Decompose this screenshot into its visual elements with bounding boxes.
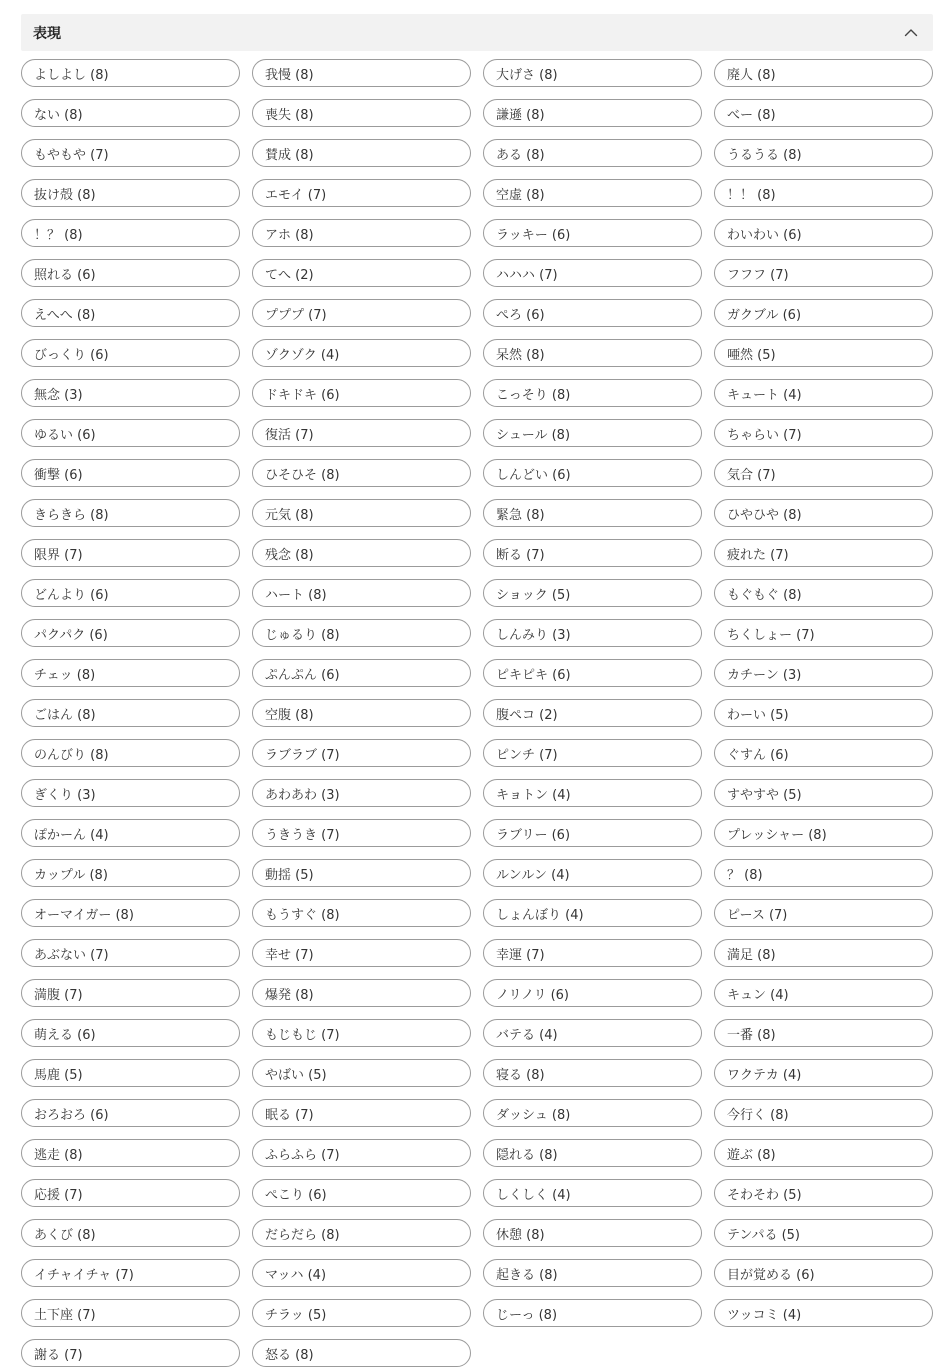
tag-chip[interactable] <box>714 59 933 87</box>
tag-chip[interactable] <box>252 1099 471 1127</box>
tag-chip[interactable] <box>21 539 240 567</box>
tag-chip-label: 眠る (7) <box>265 1107 314 1123</box>
tag-chip[interactable] <box>252 579 471 607</box>
tag-chip[interactable] <box>21 59 240 87</box>
tag-chip[interactable] <box>483 379 702 407</box>
tag-chip-label: 喪失 (8) <box>265 107 314 123</box>
tag-chip[interactable] <box>21 299 240 327</box>
tag-chip-label: ？ (8) <box>727 867 763 883</box>
tag-chip[interactable] <box>483 819 702 847</box>
tag-chip[interactable] <box>483 99 702 127</box>
tag-chip[interactable] <box>21 1139 240 1167</box>
tag-chip[interactable] <box>252 499 471 527</box>
tag-chip-label: ゆるい (6) <box>34 427 96 443</box>
tag-chip-label: あくび (8) <box>34 1227 96 1243</box>
tag-chip-label: 寝る (8) <box>496 1067 545 1083</box>
tag-chip[interactable] <box>21 979 240 1007</box>
tag-chip[interactable] <box>252 139 471 167</box>
tag-chip-label: うるうる (8) <box>727 147 802 163</box>
tag-chip[interactable] <box>483 619 702 647</box>
tag-chip-label: わいわい (6) <box>727 227 802 243</box>
tag-chip-label: カップル (8) <box>34 867 108 883</box>
tag-chip[interactable] <box>714 619 933 647</box>
tag-chip-label: 今行く (8) <box>727 1107 789 1123</box>
tag-chip-label: じゅるり (8) <box>265 627 340 643</box>
tag-chip-label: 一番 (8) <box>727 1027 776 1043</box>
tag-chip[interactable] <box>483 979 702 1007</box>
tag-chip-label: 応援 (7) <box>34 1187 83 1203</box>
tag-chip[interactable] <box>714 179 933 207</box>
tag-chip[interactable] <box>21 859 240 887</box>
tag-chip[interactable] <box>252 1299 471 1327</box>
tag-chip-label: 休憩 (8) <box>496 1227 545 1243</box>
tag-chip[interactable] <box>252 779 471 807</box>
tag-chip-label: ダッシュ (8) <box>496 1107 571 1123</box>
tag-chip-label: ちくしょー (7) <box>727 627 815 643</box>
tag-chip[interactable] <box>714 499 933 527</box>
tag-chip[interactable] <box>714 1099 933 1127</box>
tag-chip[interactable] <box>483 899 702 927</box>
tag-chip[interactable] <box>21 1099 240 1127</box>
tag-chip[interactable] <box>21 899 240 927</box>
tag-chip-label: もうすぐ (8) <box>265 907 340 923</box>
tag-chip[interactable] <box>21 1059 240 1087</box>
tag-chip[interactable] <box>483 499 702 527</box>
tag-chip[interactable] <box>714 739 933 767</box>
tag-chip-label: ふらふら (7) <box>265 1147 340 1163</box>
tag-chip-label: 廃人 (8) <box>727 67 776 83</box>
tag-chip[interactable] <box>714 699 933 727</box>
tag-chip-label: 満腹 (7) <box>34 987 83 1003</box>
tag-chip-label: マッハ (4) <box>265 1267 327 1283</box>
tag-chip[interactable] <box>483 259 702 287</box>
tag-chip[interactable] <box>21 1299 240 1327</box>
tag-chip-label: チェッ (8) <box>34 667 96 683</box>
tag-chip-label: 遊ぶ (8) <box>727 1147 776 1163</box>
tag-chip-label: だらだら (8) <box>265 1227 340 1243</box>
tag-chip-label: キュン (4) <box>727 987 789 1003</box>
tag-chip[interactable] <box>714 1139 933 1167</box>
tag-chip[interactable] <box>252 379 471 407</box>
tag-chip[interactable] <box>483 1299 702 1327</box>
tag-chip[interactable] <box>21 1019 240 1047</box>
tag-chip[interactable] <box>21 139 240 167</box>
tag-chip-label: えへへ (8) <box>34 307 96 323</box>
tag-chip-label: ある (8) <box>496 147 545 163</box>
tag-chip-label: ラブリー (6) <box>496 827 571 843</box>
tag-chip[interactable] <box>21 499 240 527</box>
tag-chip-label: 謝る (7) <box>34 1347 83 1363</box>
tag-chip[interactable] <box>714 1019 933 1047</box>
tag-chip-label: 照れる (6) <box>34 267 96 283</box>
tag-chip-label: 限界 (7) <box>34 547 83 563</box>
tag-chip[interactable] <box>483 659 702 687</box>
tag-chip[interactable] <box>483 339 702 367</box>
tag-chip-label: フフフ (7) <box>727 267 789 283</box>
tag-chip[interactable] <box>714 899 933 927</box>
tag-chip[interactable] <box>21 739 240 767</box>
tag-chip-label: ピース (7) <box>727 907 788 923</box>
tag-chip-label: チラッ (5) <box>265 1307 327 1323</box>
tag-chip[interactable] <box>483 299 702 327</box>
tag-chip[interactable] <box>483 1259 702 1287</box>
chevron-up-icon[interactable] <box>901 23 921 43</box>
tag-chip-label: ラブラブ (7) <box>265 747 340 763</box>
tag-chip-label: ！？ (8) <box>34 227 83 243</box>
tag-chip[interactable] <box>714 419 933 447</box>
tag-chip-label: イチャイチャ (7) <box>34 1267 134 1283</box>
tag-chip-label: そわそわ (5) <box>727 1187 802 1203</box>
tag-list <box>21 59 933 1367</box>
tag-chip[interactable] <box>252 1139 471 1167</box>
tag-chip-label: 賛成 (8) <box>265 147 314 163</box>
tag-chip-label: しんみり (3) <box>496 627 571 643</box>
tag-chip-label: 萌える (6) <box>34 1027 96 1043</box>
tag-chip-label: キュート (4) <box>727 387 802 403</box>
tag-chip-label: わーい (5) <box>727 707 789 723</box>
tag-chip[interactable] <box>483 859 702 887</box>
tag-chip-label: べー (8) <box>727 107 776 123</box>
tag-chip-label: 復活 (7) <box>265 427 314 443</box>
tag-chip[interactable] <box>714 659 933 687</box>
tag-chip-label: 馬鹿 (5) <box>34 1067 83 1083</box>
tag-chip-label: やばい (5) <box>265 1067 327 1083</box>
tag-chip-label: ぎくり (3) <box>34 787 96 803</box>
tag-chip-label: てへ (2) <box>265 267 314 283</box>
tag-chip-label: しんどい (6) <box>496 467 571 483</box>
tag-chip-label: ルンルン (4) <box>496 867 570 883</box>
tag-chip-label: ピキピキ (6) <box>496 667 571 683</box>
tag-chip-label: ！！ (8) <box>727 187 776 203</box>
tag-chip[interactable] <box>483 1219 702 1247</box>
tag-chip[interactable] <box>21 699 240 727</box>
tag-chip[interactable] <box>483 699 702 727</box>
tag-chip[interactable] <box>714 1059 933 1087</box>
tag-chip[interactable] <box>252 899 471 927</box>
tag-chip[interactable] <box>483 1019 702 1047</box>
tag-chip-label: ゾクゾク (4) <box>265 347 340 363</box>
tag-chip[interactable] <box>252 459 471 487</box>
tag-chip-label: ちゃらい (7) <box>727 427 802 443</box>
tag-chip[interactable] <box>252 819 471 847</box>
tag-chip-label: 大げさ (8) <box>496 67 558 83</box>
tag-chip-label: ワクテカ (4) <box>727 1067 802 1083</box>
tag-chip-label: 空虚 (8) <box>496 187 545 203</box>
tag-chip[interactable] <box>483 459 702 487</box>
tag-chip-label: 隠れる (8) <box>496 1147 558 1163</box>
tag-chip[interactable] <box>483 579 702 607</box>
tag-chip[interactable] <box>714 979 933 1007</box>
tag-chip[interactable] <box>252 699 471 727</box>
tag-chip-label: ひそひそ (8) <box>265 467 340 483</box>
tag-chip-label: 動揺 (5) <box>265 867 314 883</box>
tag-chip[interactable] <box>252 219 471 247</box>
tag-chip-label: 幸せ (7) <box>265 947 314 963</box>
tag-chip[interactable] <box>21 459 240 487</box>
tag-chip-label: よしよし (8) <box>34 67 109 83</box>
tag-chip-label: 爆発 (8) <box>265 987 314 1003</box>
tag-chip-label: どんより (6) <box>34 587 109 603</box>
tag-chip[interactable] <box>252 939 471 967</box>
tag-chip-label: 目が覚める (6) <box>727 1267 815 1283</box>
tag-chip[interactable] <box>714 99 933 127</box>
tag-chip[interactable] <box>21 219 240 247</box>
tag-chip[interactable] <box>252 259 471 287</box>
tag-chip-label: プププ (7) <box>265 307 327 323</box>
tag-chip[interactable] <box>714 779 933 807</box>
tag-chip[interactable] <box>252 339 471 367</box>
tag-chip[interactable] <box>714 1299 933 1327</box>
tag-chip-label: キョトン (4) <box>496 787 571 803</box>
tag-chip[interactable] <box>714 379 933 407</box>
tag-chip-label: ない (8) <box>34 107 83 123</box>
tag-chip[interactable] <box>483 779 702 807</box>
tag-chip[interactable] <box>252 1259 471 1287</box>
tag-chip-label: 唖然 (5) <box>727 347 776 363</box>
tag-chip-label: ツッコミ (4) <box>727 1307 802 1323</box>
tag-chip-label: エモイ (7) <box>265 187 327 203</box>
tag-chip-label: テンパる (5) <box>727 1227 800 1243</box>
tag-chip-label: ぷんぷん (6) <box>265 667 340 683</box>
tag-chip[interactable] <box>483 1059 702 1087</box>
tag-chip-label: オーマイガー (8) <box>34 907 134 923</box>
tag-chip[interactable] <box>483 219 702 247</box>
tag-chip[interactable] <box>252 619 471 647</box>
tag-chip[interactable] <box>252 299 471 327</box>
tag-chip-label: 疲れた (7) <box>727 547 789 563</box>
tag-chip[interactable] <box>252 99 471 127</box>
tag-chip-label: あぶない (7) <box>34 947 109 963</box>
tag-chip[interactable] <box>252 419 471 447</box>
tag-chip-label: ノリノリ (6) <box>496 987 569 1003</box>
tag-chip[interactable] <box>252 1219 471 1247</box>
tag-chip[interactable] <box>21 779 240 807</box>
tag-chip-label: きらきら (8) <box>34 507 109 523</box>
tag-chip-label: もじもじ (7) <box>265 1027 340 1043</box>
tag-chip-label: 無念 (3) <box>34 387 83 403</box>
tag-chip-label: あわあわ (3) <box>265 787 340 803</box>
tag-chip[interactable] <box>483 419 702 447</box>
tag-chip[interactable] <box>714 579 933 607</box>
tag-chip[interactable] <box>483 1139 702 1167</box>
tag-chip-label: バテる (4) <box>496 1027 558 1043</box>
tag-chip[interactable] <box>21 1339 240 1367</box>
tag-chip-label: じーっ (8) <box>496 1307 558 1323</box>
tag-chip[interactable] <box>483 939 702 967</box>
tag-chip-label: のんびり (8) <box>34 747 109 763</box>
tag-chip[interactable] <box>21 1219 240 1247</box>
tag-chip[interactable] <box>21 939 240 967</box>
tag-chip-label: 緊急 (8) <box>496 507 545 523</box>
tag-chip-label: 謙遜 (8) <box>496 107 545 123</box>
tag-chip-label: ぐすん (6) <box>727 747 789 763</box>
tag-chip[interactable] <box>252 739 471 767</box>
tag-chip-label: もやもや (7) <box>34 147 109 163</box>
tag-chip-label: ドキドキ (6) <box>265 387 340 403</box>
tag-chip-label: ひやひや (8) <box>727 507 802 523</box>
tag-chip[interactable] <box>252 1339 471 1367</box>
tag-chip-label: 逃走 (8) <box>34 1147 83 1163</box>
tag-chip-label: 残念 (8) <box>265 547 314 563</box>
tag-chip[interactable] <box>714 139 933 167</box>
tag-chip[interactable] <box>252 539 471 567</box>
tag-chip-label: 衝撃 (6) <box>34 467 83 483</box>
tag-chip[interactable] <box>252 1179 471 1207</box>
tag-chip-label: うきうき (7) <box>265 827 340 843</box>
tag-chip[interactable] <box>483 539 702 567</box>
tag-chip[interactable] <box>483 179 702 207</box>
tag-chip[interactable] <box>714 299 933 327</box>
section-header[interactable] <box>21 14 933 51</box>
tag-chip[interactable] <box>714 459 933 487</box>
tag-chip[interactable] <box>714 859 933 887</box>
tag-chip[interactable] <box>252 979 471 1007</box>
tag-chip-label: 土下座 (7) <box>34 1307 96 1323</box>
tag-chip-label: 断る (7) <box>496 547 545 563</box>
tag-chip-label: ぺこり (6) <box>265 1187 327 1203</box>
tag-chip-label: おろおろ (6) <box>34 1107 109 1123</box>
tag-chip[interactable] <box>21 659 240 687</box>
tag-chip-label: パクパク (6) <box>34 627 108 643</box>
tag-chip[interactable] <box>21 419 240 447</box>
tag-chip[interactable] <box>483 1099 702 1127</box>
tag-chip[interactable] <box>21 819 240 847</box>
tag-chip[interactable] <box>483 1179 702 1207</box>
tag-chip[interactable] <box>21 339 240 367</box>
tag-chip[interactable] <box>252 59 471 87</box>
tag-chip-label: 抜け殻 (8) <box>34 187 96 203</box>
tag-chip[interactable] <box>21 1179 240 1207</box>
tag-chip[interactable] <box>252 859 471 887</box>
tag-chip[interactable] <box>714 339 933 367</box>
tag-chip-label: アホ (8) <box>265 227 314 243</box>
tag-chip-label: しくしく (4) <box>496 1187 571 1203</box>
tag-chip-label: しょんぼり (4) <box>496 907 584 923</box>
tag-chip[interactable] <box>483 59 702 87</box>
tag-chip[interactable] <box>714 939 933 967</box>
tag-chip[interactable] <box>21 619 240 647</box>
tag-chip-label: ピンチ (7) <box>496 747 558 763</box>
tag-chip[interactable] <box>714 1179 933 1207</box>
tag-chip[interactable] <box>21 379 240 407</box>
tag-chip-label: ハート (8) <box>265 587 327 603</box>
tag-chip[interactable] <box>252 659 471 687</box>
tag-chip-label: ぽかーん (4) <box>34 827 109 843</box>
tag-chip-label: ぺろ (6) <box>496 307 545 323</box>
tag-chip[interactable] <box>714 539 933 567</box>
tag-chip[interactable] <box>714 219 933 247</box>
tag-chip[interactable] <box>714 259 933 287</box>
tag-chip[interactable] <box>714 819 933 847</box>
tag-chip-label: 気合 (7) <box>727 467 776 483</box>
tag-chip-label: ガクブル (6) <box>727 307 802 323</box>
tag-chip[interactable] <box>21 1259 240 1287</box>
tag-chip-label: もぐもぐ (8) <box>727 587 802 603</box>
tag-chip[interactable] <box>21 259 240 287</box>
tag-chip-label: 呆然 (8) <box>496 347 545 363</box>
tag-chip-label: びっくり (6) <box>34 347 109 363</box>
tag-chip-label: ごはん (8) <box>34 707 96 723</box>
tag-chip-label: ハハハ (7) <box>496 267 558 283</box>
tag-chip[interactable] <box>21 99 240 127</box>
tag-chip-label: 怒る (8) <box>265 1347 314 1363</box>
tag-chip-label: 満足 (8) <box>727 947 776 963</box>
tag-chip-label: カチーン (3) <box>727 667 802 683</box>
tag-chip-label: こっそり (8) <box>496 387 571 403</box>
tag-chip-label: 我慢 (8) <box>265 67 314 83</box>
tag-chip-label: ショック (5) <box>496 587 571 603</box>
tag-chip-label: 元気 (8) <box>265 507 314 523</box>
tag-chip-label: 腹ペコ (2) <box>496 707 558 723</box>
section-title: 表現 <box>33 25 61 42</box>
tag-chip-label: プレッシャー (8) <box>727 827 827 843</box>
tag-chip[interactable] <box>252 1019 471 1047</box>
tag-chip[interactable] <box>21 179 240 207</box>
tag-chip[interactable] <box>252 179 471 207</box>
tag-chip[interactable] <box>483 739 702 767</box>
tag-chip[interactable] <box>483 139 702 167</box>
tag-chip[interactable] <box>21 579 240 607</box>
tag-chip[interactable] <box>252 1059 471 1087</box>
tag-chip-label: 幸運 (7) <box>496 947 545 963</box>
tag-chip-label: すやすや (5) <box>727 787 802 803</box>
tag-chip-label: ラッキー (6) <box>496 227 571 243</box>
tag-chip[interactable] <box>714 1259 933 1287</box>
tag-chip-label: 起きる (8) <box>496 1267 558 1283</box>
tag-chip-label: 空腹 (8) <box>265 707 314 723</box>
tag-chip[interactable] <box>714 1219 933 1247</box>
tag-chip-label: シュール (8) <box>496 427 571 443</box>
